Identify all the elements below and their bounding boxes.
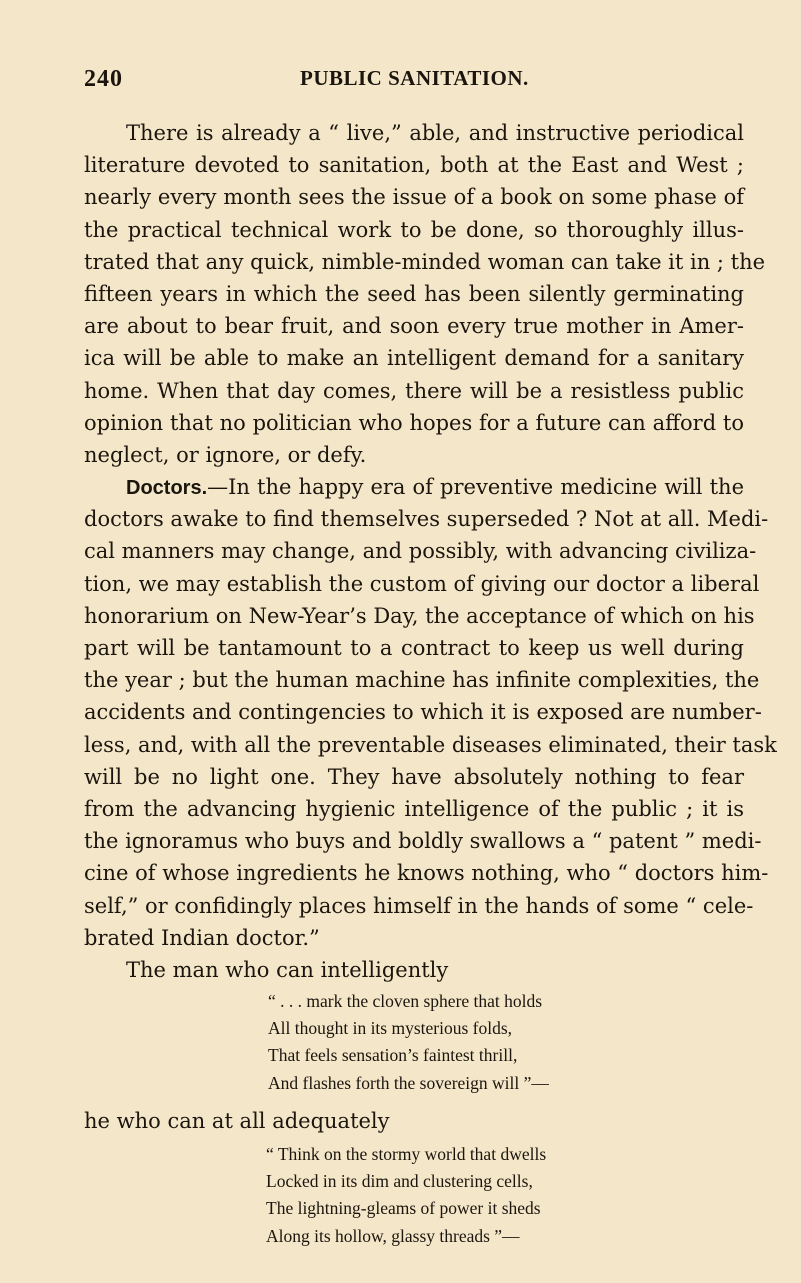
verse-quotation — [266, 1141, 744, 1250]
text-line: accidents and contingencies to which it is exposed are number- — [84, 700, 762, 725]
text-line: ica will be able to make an intelligent demand for a sanitary — [84, 346, 744, 371]
verse-line: That feels sensation’s faintest thrill, — [268, 1045, 518, 1066]
verse-line: And flashes forth the sovereign will ”— — [268, 1072, 549, 1093]
text-line: nearly every month sees the issue of a book on some phase of — [84, 185, 744, 210]
text-line: he who can at all adequately — [84, 1108, 390, 1133]
text-line: less, and, with all the preventable diseases eliminated, their task — [84, 732, 777, 757]
text-line: cal manners may change, and possibly, with advancing civiliza- — [84, 539, 757, 564]
text-line: trated that any quick, nimble-minded woman can take it in ; the — [84, 249, 766, 274]
text-line: part will be tantamount to a contract to keep us well during — [84, 636, 744, 660]
text-line — [84, 471, 744, 503]
text-line: literature devoted to sanitation, both at the East and West ; — [84, 153, 744, 178]
text-fragment: —In the happy era of preventive medicine will the — [207, 475, 744, 500]
text-line: will be no light one. They have absolutely nothing to fear — [84, 764, 744, 789]
verse-line: The lightning-gleams of power it sheds — [266, 1198, 541, 1219]
text-line: from the advancing hygienic intelligence of the public ; it is — [84, 796, 744, 821]
text-line: fifteen years in which the seed has been silently germinating — [84, 281, 744, 306]
page-header — [84, 66, 724, 96]
text-line: honorarium on New-Year’s Day, the acceptance of which on his — [84, 603, 755, 628]
verse-line: Along its hollow, glassy threads ”— — [266, 1225, 520, 1246]
verse-quotation — [268, 988, 744, 1097]
verse-line: “ Think on the stormy world that dwells — [266, 1144, 547, 1164]
running-title: PUBLIC SANITATION. — [300, 66, 529, 90]
page-number: 240 — [84, 66, 123, 92]
verse-line: All thought in its mysterious folds, — [268, 1018, 513, 1039]
text-line: tion, we may establish the custom of giving our doctor a liberal — [84, 571, 760, 596]
text-line: opinion that no politician who hopes for a future can afford to — [84, 410, 744, 435]
text-line: the year ; but the human machine has infinite complexities, the — [84, 668, 760, 693]
text-line: self,” or confidingly places himself in the hands of some “ cele- — [84, 893, 754, 918]
verse-line: “ . . . mark the cloven sphere that holds — [268, 991, 543, 1012]
side-heading: Doctors. — [126, 477, 208, 500]
text-line: are about to bear fruit, and soon every true mother in Amer- — [84, 314, 744, 339]
text-line: doctors awake to find themselves superseded ? Not at all. Medi- — [84, 507, 769, 532]
text-line: brated Indian doctor.” — [84, 925, 320, 950]
text-line: the ignoramus who buys and boldly swallows a “ patent ” medi- — [84, 829, 762, 854]
text-line: The man who can intelligently — [126, 957, 449, 982]
verse-line: Locked in its dim and clustering cells, — [266, 1171, 533, 1192]
text-line: the practical technical work to be done, so thoroughly illus- — [84, 217, 744, 242]
body-text — [84, 117, 777, 1258]
text-line: cine of whose ingredients he knows nothing, who “ doctors him- — [84, 861, 769, 886]
text-line: There is already a “ live,” able, and instructive periodical — [126, 121, 744, 145]
text-line: home. When that day comes, there will be a resistless public — [84, 378, 744, 403]
text-line: neglect, or ignore, or defy. — [84, 442, 367, 467]
